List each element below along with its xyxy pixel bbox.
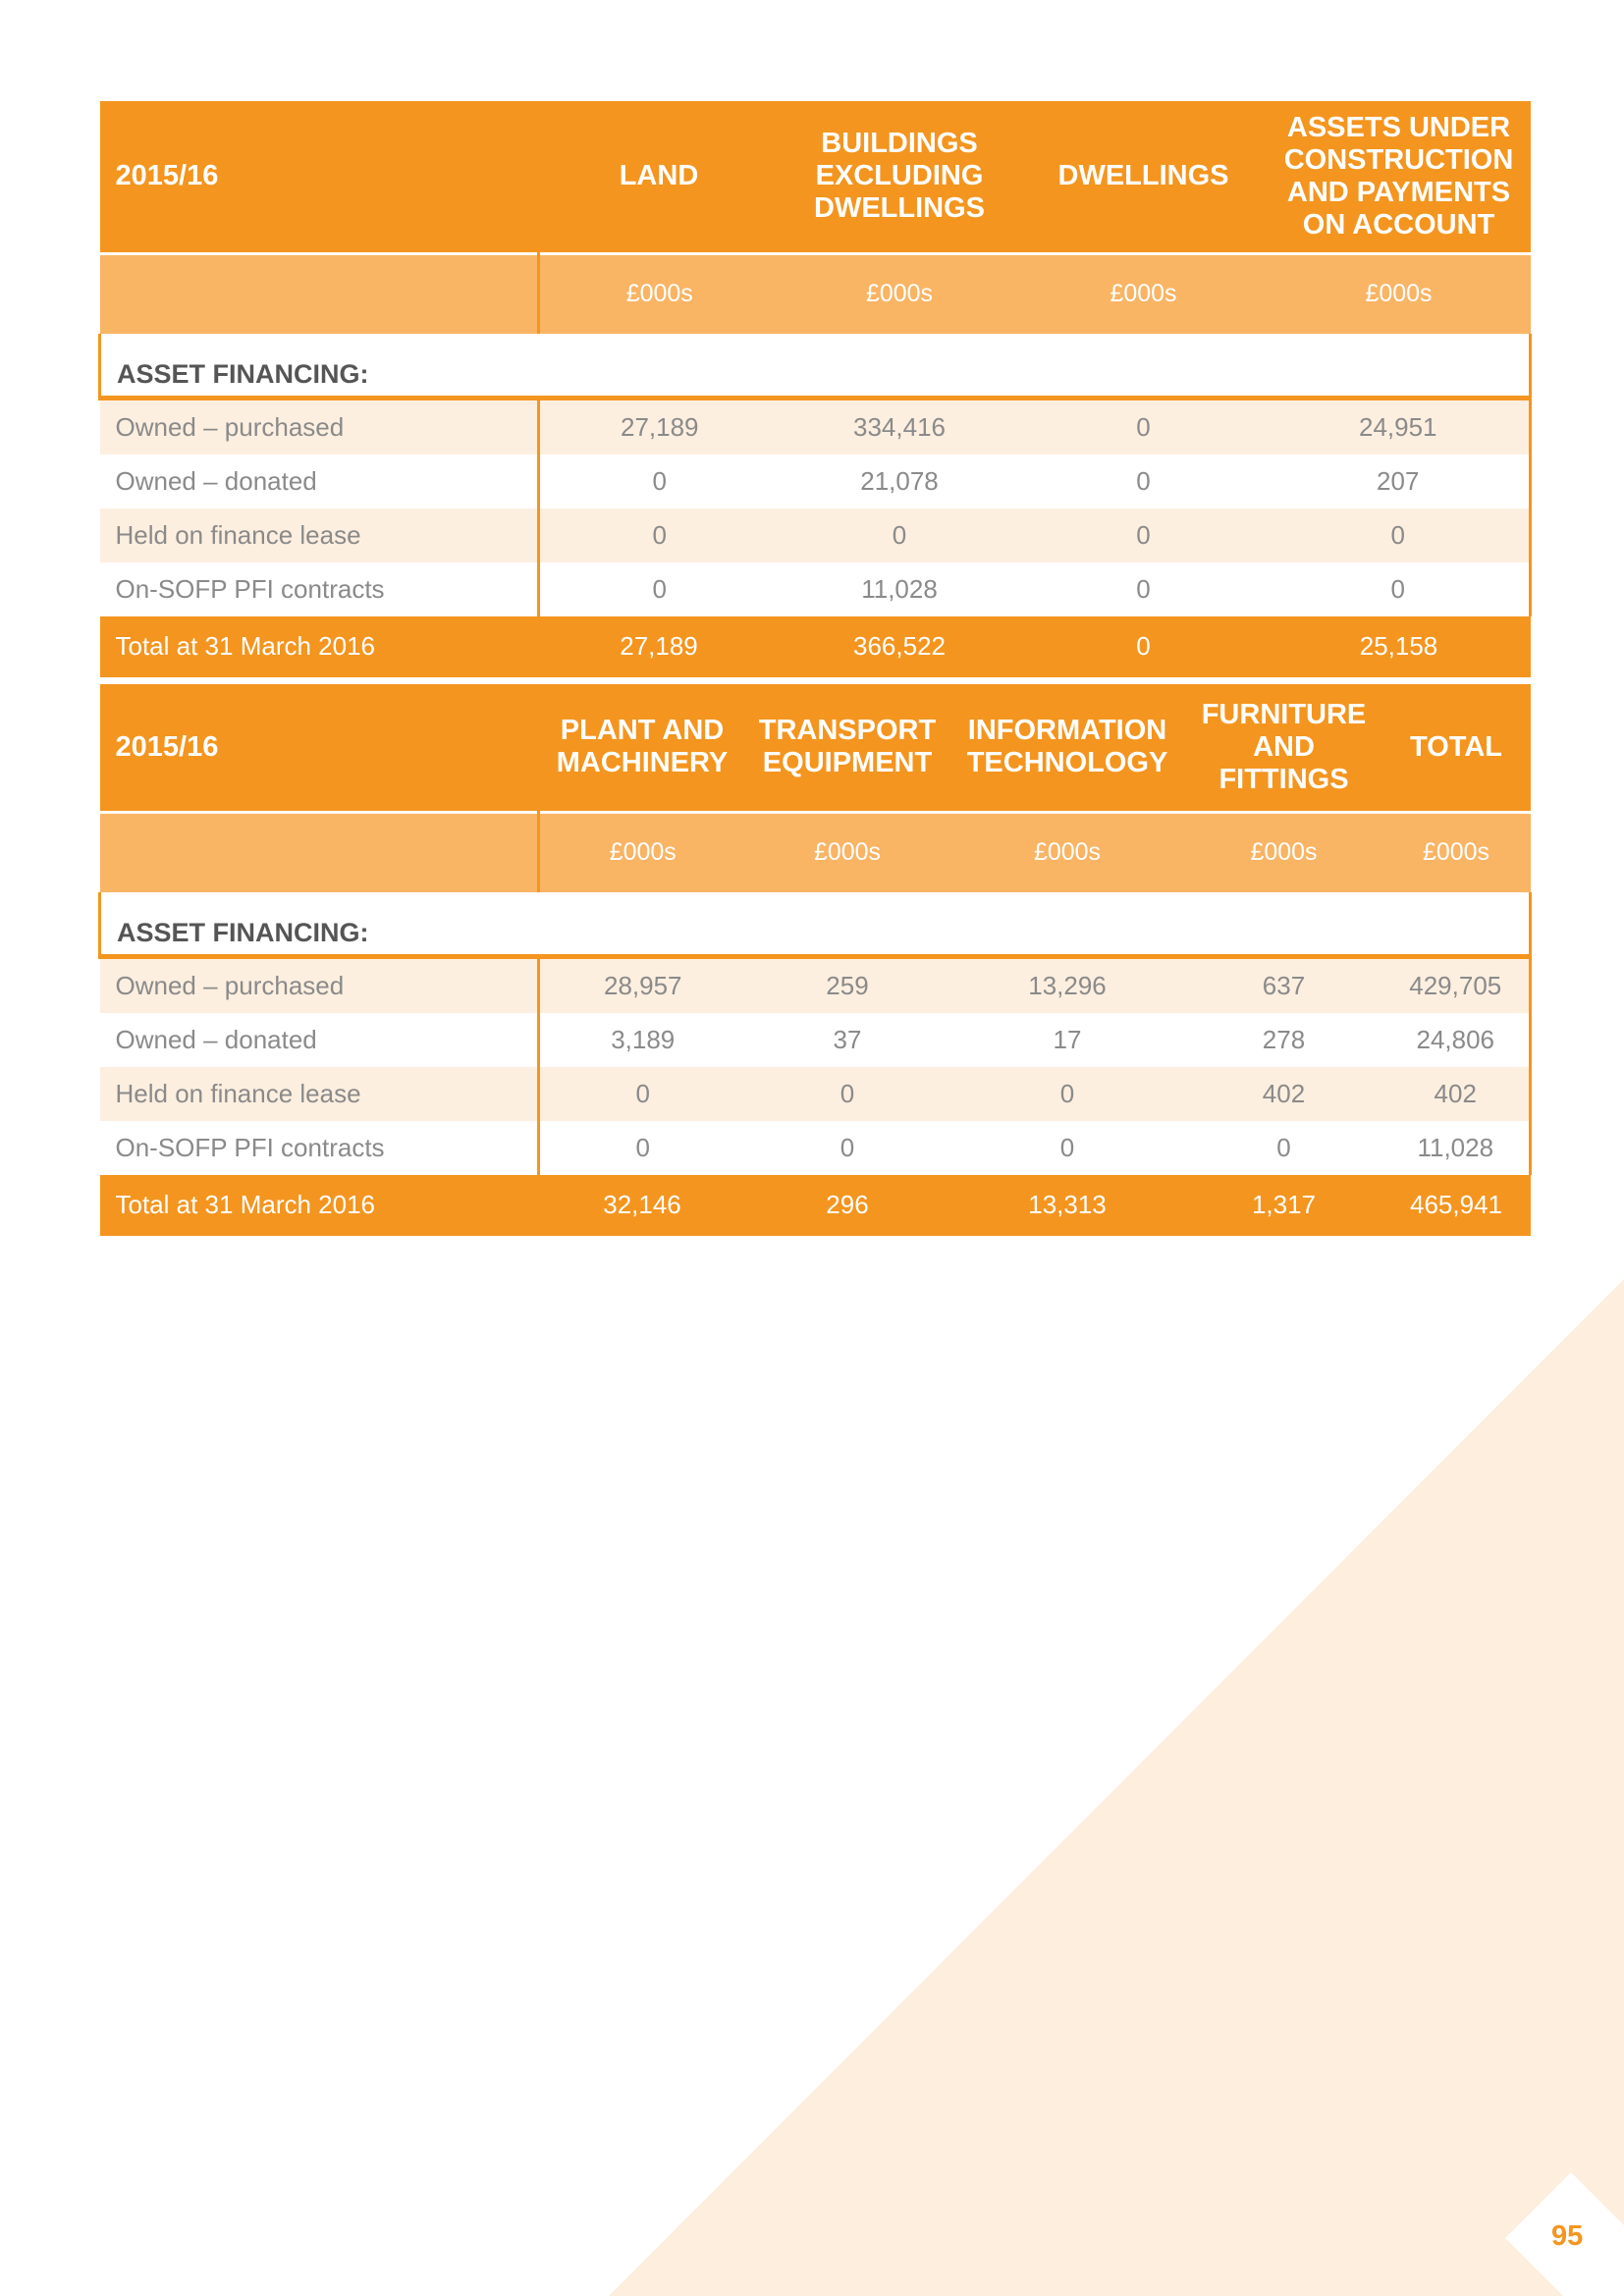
cell-value: 11,028 [1382,1121,1531,1175]
table1-units-blank [100,253,539,334]
table-row [100,398,1531,454]
cell-value: 0 [746,1067,949,1121]
table1-period-header: 2015/16 [100,101,539,253]
table1-col-land: LAND [539,101,780,253]
cell-value: 0 [652,465,667,496]
total-value: 366,522 [780,616,1020,677]
table2-col-total: TOTAL [1382,684,1531,812]
row-label: Owned – purchased [100,398,539,454]
table2-unit: £000s [1186,812,1382,892]
table-row [100,454,1531,508]
cell-value: 0 [1268,562,1531,616]
cell-value: 429,705 [1382,956,1531,1013]
cell-value: 402 [1382,1067,1531,1121]
total-value: 25,158 [1268,616,1531,677]
cell-value: 11,028 [861,573,938,604]
table2-unit: £000s [1382,812,1531,892]
total-value: 1,317 [1186,1175,1382,1236]
cell-value: 0 [780,508,1020,562]
table-row [100,956,1531,1013]
cell-value: 0 [839,1132,855,1162]
table2-period-header: 2015/16 [100,684,539,812]
table1-unit: £000s [1268,253,1531,334]
cell-value: 21,078 [860,465,939,496]
table1-col-buildings: BUILDINGS EXCLUDING DWELLINGS [780,101,1020,253]
table1-col-dwellings: DWELLINGS [1020,101,1268,253]
table2-unit: £000s [539,812,746,892]
total-label: Total at 31 March 2016 [100,1175,539,1236]
total-value: 296 [746,1175,949,1236]
table1-unit: £000s [1020,253,1268,334]
cell-value: 3,189 [611,1024,676,1054]
cell-value: 0 [1020,508,1268,562]
cell-value: 0 [1136,465,1151,496]
cell-value: 402 [1186,1067,1382,1121]
table2-unit: £000s [746,812,949,892]
cell-value: 0 [1020,398,1268,454]
table2-header-row [100,684,1531,812]
total-value: 32,146 [539,1175,746,1236]
cell-value: 37 [833,1024,862,1054]
cell-value: 28,957 [539,956,746,1013]
cell-value: 13,296 [949,956,1186,1013]
total-value: 27,189 [539,616,780,677]
table-row [100,1067,1531,1121]
table1-header-row [100,101,1531,253]
cell-value: 637 [1186,956,1382,1013]
asset-financing-table-1 [98,101,1532,677]
cell-value: 207 [1268,454,1531,508]
table-row [100,562,1531,616]
table2-section-title: ASSET FINANCING: [100,892,1531,956]
cell-value: 0 [652,573,667,604]
total-label: Total at 31 March 2016 [100,616,539,677]
cell-value: 27,189 [539,398,780,454]
table2-unit: £000s [949,812,1186,892]
row-label: Held on finance lease [100,508,539,562]
table1-unit: £000s [539,253,780,334]
table1-unit: £000s [780,253,1020,334]
total-value: 465,941 [1382,1175,1531,1236]
table-row [100,1013,1531,1067]
table1-col-assets-under-construction: ASSETS UNDER CONSTRUCTION AND PAYMENTS ON ACCOUNT [1268,101,1531,253]
table-row [100,508,1531,562]
cell-value: 0 [635,1132,650,1162]
total-value: 0 [1020,616,1268,677]
cell-value: 0 [539,508,780,562]
table2-col-furniture-fittings: FURNITURE AND FITTINGS [1186,684,1382,812]
table2-col-information-technology: INFORMATION TECHNOLOGY [949,684,1186,812]
row-label: Owned – purchased [100,956,539,1013]
table2-total-row [100,1175,1531,1236]
decorative-triangle [609,1279,1624,2296]
cell-value: 0 [539,1067,746,1121]
cell-value: 334,416 [780,398,1020,454]
asset-financing-table-2 [98,684,1532,1236]
row-label: Held on finance lease [100,1067,539,1121]
cell-value: 0 [949,1067,1186,1121]
table2-col-plant-machinery: PLANT AND MACHINERY [539,684,746,812]
cell-value: 17 [1053,1024,1082,1054]
cell-value: 0 [1276,1132,1291,1162]
table2-units-blank [100,812,539,892]
total-value: 13,313 [949,1175,1186,1236]
cell-value: 278 [1262,1024,1306,1054]
table2-units-row [100,812,1531,892]
row-label: Owned – donated [100,1013,539,1067]
cell-value: 24,951 [1268,398,1531,454]
table2-col-transport-equipment: TRANSPORT EQUIPMENT [746,684,949,812]
table1-total-row [100,616,1531,677]
table2-section-row [100,892,1531,956]
cell-value: 259 [746,956,949,1013]
row-label: On-SOFP PFI contracts [100,562,539,616]
cell-value: 0 [1059,1132,1075,1162]
cell-value: 0 [1268,508,1531,562]
cell-value: 24,806 [1382,1013,1531,1067]
cell-value: 0 [1136,573,1151,604]
table1-section-row [100,334,1531,398]
row-label: Owned – donated [100,454,539,508]
table-row [100,1121,1531,1175]
page-number: 95 [1551,2220,1584,2252]
table1-units-row [100,253,1531,334]
table1-section-title: ASSET FINANCING: [100,334,1531,398]
row-label: On-SOFP PFI contracts [100,1121,539,1175]
